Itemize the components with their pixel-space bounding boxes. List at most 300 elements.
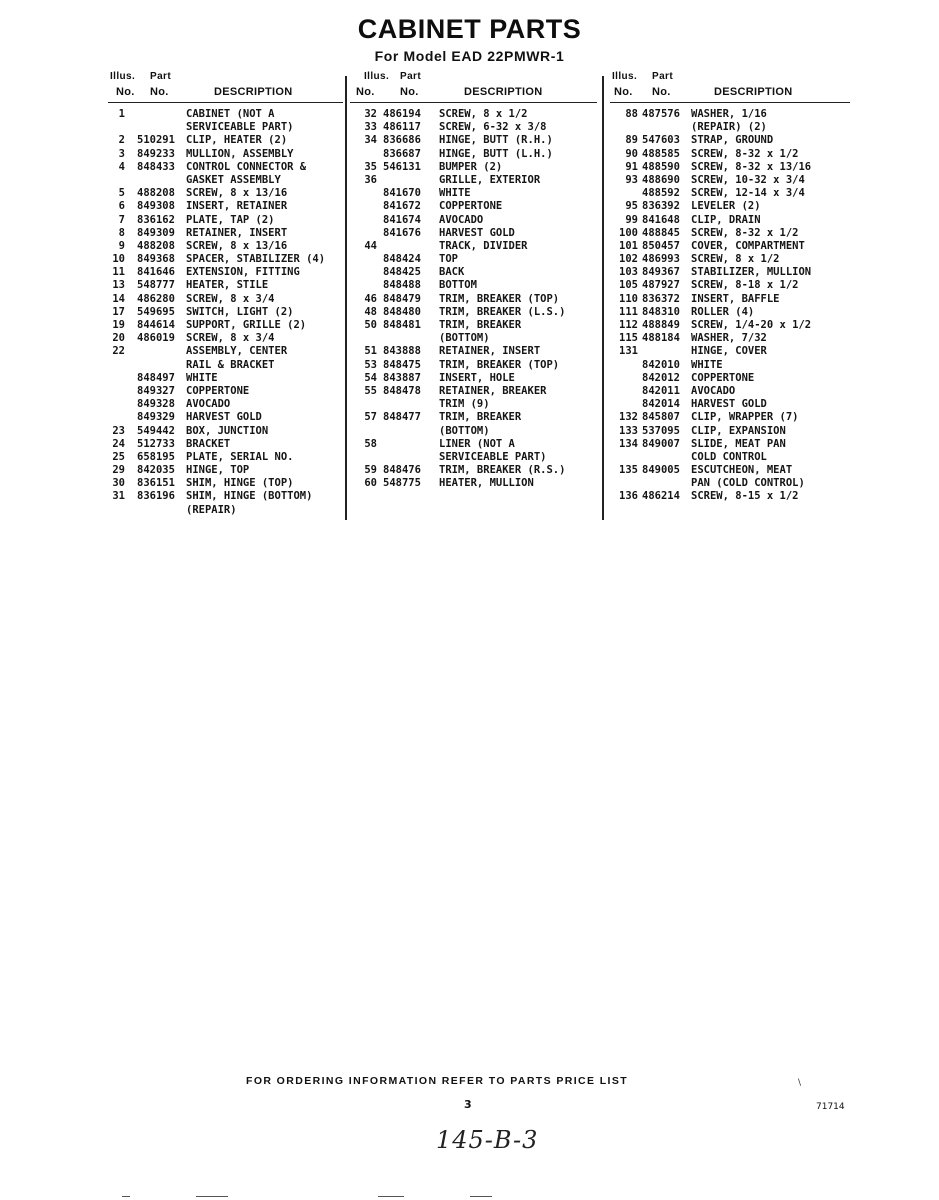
part-description: SCREW, 6-32 x 3/8 xyxy=(439,121,547,134)
part-number: 848310 xyxy=(642,305,680,318)
illus-number: 19 xyxy=(112,319,125,331)
header-part-no: No. xyxy=(652,86,671,98)
table-row xyxy=(610,359,850,372)
table-row xyxy=(350,293,597,306)
illus-number: 115 xyxy=(619,332,638,345)
table-row xyxy=(350,345,597,358)
illus-number: 13 xyxy=(112,279,125,292)
illus-number: 99 xyxy=(625,213,638,226)
header-part: Part xyxy=(150,71,172,82)
part-description: SCREW, 8 x 3/4 xyxy=(186,332,275,345)
illus-number: 22 xyxy=(112,345,125,358)
illus-number: 102 xyxy=(619,253,638,266)
part-number: 486993 xyxy=(642,253,680,266)
part-description: HINGE, BUTT (L.H.) xyxy=(439,147,553,160)
table-row xyxy=(610,214,850,227)
header-no: No. xyxy=(614,86,633,98)
part-description: SCREW, 8 x 13/16 xyxy=(186,239,288,252)
table-row xyxy=(610,174,850,187)
table-row xyxy=(108,134,343,147)
part-number: 842011 xyxy=(642,384,680,397)
part-description: WASHER, 7/32 xyxy=(691,332,767,345)
table-row xyxy=(610,332,850,345)
part-number: 842035 xyxy=(137,464,175,477)
part-description: WHITE xyxy=(691,358,723,371)
handwritten-note: 145-B-3 xyxy=(436,1126,539,1154)
illus-number: 134 xyxy=(619,437,638,450)
illus-number: 58 xyxy=(364,437,377,450)
table-row xyxy=(350,174,597,187)
column-header xyxy=(610,70,850,103)
illus-number: 89 xyxy=(625,134,638,147)
part-description: TRIM, BREAKER (TOP) xyxy=(439,358,560,371)
part-number: 487927 xyxy=(642,279,680,292)
illus-number: 5 xyxy=(118,187,125,200)
scan-artifact xyxy=(378,1196,404,1197)
header-illus: Illus. xyxy=(612,71,638,82)
part-number: 849367 xyxy=(642,266,680,279)
table-row xyxy=(108,411,343,424)
parts-column-2 xyxy=(350,70,597,490)
part-number: 549695 xyxy=(137,305,175,318)
table-row xyxy=(108,464,343,477)
part-description: EXTENSION, FITTING xyxy=(186,266,300,279)
table-row xyxy=(108,279,343,292)
part-description: SCREW, 8-18 x 1/2 xyxy=(691,279,799,292)
part-description: TRACK, DIVIDER xyxy=(439,239,528,252)
table-row xyxy=(350,108,597,121)
part-description: SCREW, 8 x 13/16 xyxy=(186,187,288,200)
table-row xyxy=(610,200,850,213)
table-row xyxy=(108,187,343,200)
ordering-footer: FOR ORDERING INFORMATION REFER TO PARTS PRICE LIST xyxy=(246,1075,629,1087)
part-number: 836687 xyxy=(383,147,421,160)
part-description: ROLLER (4) xyxy=(691,305,755,318)
header-part-no: No. xyxy=(150,86,169,98)
part-description: TRIM, BREAKER xyxy=(439,411,522,424)
part-description: COVER, COMPARTMENT xyxy=(691,239,805,252)
table-row xyxy=(108,398,343,411)
part-number: 658195 xyxy=(137,450,175,463)
part-number: 488849 xyxy=(642,319,680,331)
table-row xyxy=(610,477,850,490)
part-number: 488590 xyxy=(642,160,680,173)
illus-number: 53 xyxy=(364,358,377,371)
part-description: PLATE, SERIAL NO. xyxy=(186,450,294,463)
part-description: WHITE xyxy=(186,371,218,384)
part-description: SHIM, HINGE (BOTTOM) xyxy=(186,490,313,503)
part-number: 549442 xyxy=(137,424,175,437)
table-row xyxy=(108,319,343,332)
illus-number: 100 xyxy=(619,226,638,239)
table-row xyxy=(350,161,597,174)
table-row xyxy=(350,359,597,372)
table-row xyxy=(610,345,850,358)
illus-number: 24 xyxy=(112,437,125,450)
illus-number: 17 xyxy=(112,305,125,318)
part-description: SHIM, HINGE (TOP) xyxy=(186,477,294,490)
table-row xyxy=(350,266,597,279)
part-description: HINGE, COVER xyxy=(691,345,767,358)
parts-column-1 xyxy=(108,70,343,517)
header-description: DESCRIPTION xyxy=(714,86,793,98)
illus-number: 23 xyxy=(112,424,125,437)
column-header xyxy=(350,70,597,103)
part-number: 848433 xyxy=(137,160,175,173)
part-description: SCREW, 8-15 x 1/2 xyxy=(691,490,799,503)
illus-number: 95 xyxy=(625,200,638,213)
part-description: HINGE, TOP xyxy=(186,464,250,477)
page-number: 3 xyxy=(464,1098,472,1111)
part-description: TRIM, BREAKER (TOP) xyxy=(439,292,560,305)
illus-number: 29 xyxy=(112,464,125,477)
part-description: RETAINER, INSERT xyxy=(439,345,541,358)
scan-artifact xyxy=(122,1196,130,1197)
part-description: COPPERTONE xyxy=(439,200,503,213)
part-description: SCREW, 12-14 x 3/4 xyxy=(691,187,805,200)
table-row xyxy=(610,425,850,438)
column-divider xyxy=(602,76,604,520)
part-description: CLIP, HEATER (2) xyxy=(186,134,288,147)
part-number: 849007 xyxy=(642,437,680,450)
table-row xyxy=(108,332,343,345)
part-number: 844614 xyxy=(137,319,175,331)
column-header xyxy=(108,70,343,103)
illus-number: 103 xyxy=(619,266,638,279)
illus-number: 9 xyxy=(118,239,125,252)
table-row xyxy=(350,477,597,490)
table-row xyxy=(610,398,850,411)
table-row xyxy=(350,148,597,161)
part-description: INSERT, RETAINER xyxy=(186,200,288,213)
stray-mark: \ xyxy=(798,1078,802,1088)
part-description: SWITCH, LIGHT (2) xyxy=(186,305,294,318)
table-row xyxy=(350,438,597,451)
part-description: BRACKET xyxy=(186,437,231,450)
part-description: PAN (COLD CONTROL) xyxy=(691,477,805,490)
scan-artifact xyxy=(470,1196,492,1197)
illus-number: 33 xyxy=(364,121,377,134)
part-description: LEVELER (2) xyxy=(691,200,761,213)
table-row xyxy=(108,490,343,503)
illus-number: 32 xyxy=(364,108,377,120)
part-number: 842014 xyxy=(642,398,680,411)
illus-number: 50 xyxy=(364,319,377,331)
table-row xyxy=(350,464,597,477)
table-row xyxy=(610,253,850,266)
table-row xyxy=(610,266,850,279)
part-description: LINER (NOT A xyxy=(439,437,515,450)
table-row xyxy=(350,134,597,147)
part-number: 841646 xyxy=(137,266,175,279)
part-description: COPPERTONE xyxy=(691,371,755,384)
part-description: HARVEST GOLD xyxy=(186,411,262,424)
table-row xyxy=(610,187,850,200)
part-number: 486117 xyxy=(383,121,421,134)
illus-number: 10 xyxy=(112,253,125,266)
header-part: Part xyxy=(400,71,422,82)
part-number: 848479 xyxy=(383,292,421,305)
part-description: (REPAIR) (2) xyxy=(691,121,767,134)
part-number: 836392 xyxy=(642,200,680,213)
part-description: SLIDE, MEAT PAN xyxy=(691,437,786,450)
illus-number: 48 xyxy=(364,305,377,318)
table-row xyxy=(610,319,850,332)
part-number: 488690 xyxy=(642,173,680,186)
illus-number: 112 xyxy=(619,319,638,331)
illus-number: 34 xyxy=(364,134,377,147)
illus-number: 36 xyxy=(364,173,377,186)
part-description: TRIM, BREAKER (R.S.) xyxy=(439,464,566,477)
illus-number: 54 xyxy=(364,371,377,384)
illus-number: 88 xyxy=(625,108,638,120)
illus-number: 60 xyxy=(364,477,377,490)
table-row xyxy=(610,227,850,240)
table-row xyxy=(610,451,850,464)
table-row xyxy=(108,477,343,490)
illus-number: 25 xyxy=(112,450,125,463)
table-row xyxy=(610,240,850,253)
part-description: SCREW, 8 x 1/2 xyxy=(691,253,780,266)
part-description: BOTTOM xyxy=(439,279,477,292)
table-row xyxy=(350,187,597,200)
table-row xyxy=(350,385,597,398)
header-no: No. xyxy=(116,86,135,98)
scan-artifact xyxy=(196,1196,228,1197)
part-number: 488208 xyxy=(137,239,175,252)
part-number: 848478 xyxy=(383,384,421,397)
part-description: ASSEMBLY, CENTER xyxy=(186,345,288,358)
table-row xyxy=(108,425,343,438)
part-number: 488184 xyxy=(642,332,680,345)
illus-number: 51 xyxy=(364,345,377,358)
part-description: CLIP, WRAPPER (7) xyxy=(691,411,799,424)
table-row xyxy=(108,200,343,213)
part-number: 848475 xyxy=(383,358,421,371)
part-description: MULLION, ASSEMBLY xyxy=(186,147,294,160)
part-description: PLATE, TAP (2) xyxy=(186,213,275,226)
part-description: HEATER, MULLION xyxy=(439,477,534,490)
header-description: DESCRIPTION xyxy=(464,86,543,98)
part-description: SCREW, 8 x 3/4 xyxy=(186,292,275,305)
parts-rows xyxy=(350,108,597,490)
table-row xyxy=(610,134,850,147)
part-number: 841648 xyxy=(642,213,680,226)
part-number: 848477 xyxy=(383,411,421,424)
part-description: RAIL & BRACKET xyxy=(186,358,275,371)
table-row xyxy=(350,306,597,319)
part-number: 836372 xyxy=(642,292,680,305)
table-row xyxy=(108,438,343,451)
table-row xyxy=(108,214,343,227)
part-description: SCREW, 8-32 x 1/2 xyxy=(691,226,799,239)
part-description: SCREW, 8 x 1/2 xyxy=(439,108,528,120)
table-row xyxy=(350,121,597,134)
part-description: BACK xyxy=(439,266,465,279)
part-number: 836151 xyxy=(137,477,175,490)
part-description: AVOCADO xyxy=(691,384,736,397)
part-number: 849327 xyxy=(137,384,175,397)
illus-number: 30 xyxy=(112,477,125,490)
part-number: 843888 xyxy=(383,345,421,358)
part-description: BOX, JUNCTION xyxy=(186,424,269,437)
table-row xyxy=(350,332,597,345)
illus-number: 31 xyxy=(112,490,125,503)
part-description: (BOTTOM) xyxy=(439,424,490,437)
part-description: SCREW, 10-32 x 3/4 xyxy=(691,173,805,186)
table-row xyxy=(350,411,597,424)
table-row xyxy=(108,266,343,279)
table-row xyxy=(108,504,343,517)
part-description: STRAP, GROUND xyxy=(691,134,774,147)
illus-number: 2 xyxy=(118,134,125,147)
illus-number: 111 xyxy=(619,305,638,318)
illus-number: 93 xyxy=(625,173,638,186)
part-description: CLIP, EXPANSION xyxy=(691,424,786,437)
part-number: 843887 xyxy=(383,371,421,384)
table-row xyxy=(610,385,850,398)
table-row xyxy=(610,121,850,134)
table-row xyxy=(350,240,597,253)
table-row xyxy=(108,385,343,398)
part-description: GASKET ASSEMBLY xyxy=(186,173,281,186)
illus-number: 4 xyxy=(118,160,125,173)
table-row xyxy=(350,279,597,292)
part-description: TOP xyxy=(439,253,458,266)
part-number: 841670 xyxy=(383,187,421,200)
illus-number: 90 xyxy=(625,147,638,160)
part-description: TRIM (9) xyxy=(439,398,490,411)
part-number: 848481 xyxy=(383,319,421,331)
part-description: WASHER, 1/16 xyxy=(691,108,767,120)
part-number: 849368 xyxy=(137,253,175,266)
part-number: 548777 xyxy=(137,279,175,292)
part-description: SPACER, STABILIZER (4) xyxy=(186,253,326,266)
header-part: Part xyxy=(652,71,674,82)
part-number: 486280 xyxy=(137,292,175,305)
table-row xyxy=(108,293,343,306)
part-number: 488585 xyxy=(642,147,680,160)
illus-number: 132 xyxy=(619,411,638,424)
part-description: RETAINER, INSERT xyxy=(186,226,288,239)
table-row xyxy=(108,108,343,121)
table-row xyxy=(108,253,343,266)
illus-number: 133 xyxy=(619,424,638,437)
part-number: 548775 xyxy=(383,477,421,490)
part-description: (BOTTOM) xyxy=(439,332,490,345)
table-row xyxy=(610,161,850,174)
part-number: 488208 xyxy=(137,187,175,200)
header-no: No. xyxy=(356,86,375,98)
part-number: 841676 xyxy=(383,226,421,239)
part-description: ESCUTCHEON, MEAT xyxy=(691,464,793,477)
part-description: CLIP, DRAIN xyxy=(691,213,761,226)
header-illus: Illus. xyxy=(364,71,390,82)
part-number: 488845 xyxy=(642,226,680,239)
part-number: 836162 xyxy=(137,213,175,226)
model-subtitle: For Model EAD 22PMWR-1 xyxy=(374,48,565,64)
part-description: SCREW, 1/4-20 x 1/2 xyxy=(691,319,812,331)
part-description: AVOCADO xyxy=(186,398,231,411)
part-description: AVOCADO xyxy=(439,213,484,226)
part-number: 848424 xyxy=(383,253,421,266)
table-row xyxy=(108,227,343,240)
part-description: HEATER, STILE xyxy=(186,279,269,292)
part-description: (REPAIR) xyxy=(186,503,237,516)
part-description: COLD CONTROL xyxy=(691,450,767,463)
part-description: RETAINER, BREAKER xyxy=(439,384,547,397)
part-number: 487576 xyxy=(642,108,680,120)
document-code: 71714 xyxy=(816,1102,845,1112)
part-number: 842010 xyxy=(642,358,680,371)
part-number: 849005 xyxy=(642,464,680,477)
part-number: 836196 xyxy=(137,490,175,503)
parts-rows xyxy=(108,108,343,517)
table-row xyxy=(108,161,343,174)
illus-number: 46 xyxy=(364,292,377,305)
table-row xyxy=(108,174,343,187)
part-description: SERVICEABLE PART) xyxy=(439,450,547,463)
part-number: 537095 xyxy=(642,424,680,437)
part-description: TRIM, BREAKER xyxy=(439,319,522,331)
part-number: 841672 xyxy=(383,200,421,213)
table-row xyxy=(108,148,343,161)
part-description: HINGE, BUTT (R.H.) xyxy=(439,134,553,147)
illus-number: 136 xyxy=(619,490,638,503)
illus-number: 6 xyxy=(118,200,125,213)
illus-number: 7 xyxy=(118,213,125,226)
table-row xyxy=(610,108,850,121)
part-description: SCREW, 8-32 x 1/2 xyxy=(691,147,799,160)
table-row xyxy=(350,214,597,227)
table-row xyxy=(108,359,343,372)
part-description: SCREW, 8-32 x 13/16 xyxy=(691,160,812,173)
table-row xyxy=(350,451,597,464)
table-row xyxy=(610,279,850,292)
illus-number: 35 xyxy=(364,160,377,173)
part-number: 850457 xyxy=(642,239,680,252)
column-divider xyxy=(345,76,347,520)
part-description: CABINET (NOT A xyxy=(186,108,275,120)
table-row xyxy=(610,438,850,451)
table-row xyxy=(108,345,343,358)
part-description: INSERT, HOLE xyxy=(439,371,515,384)
part-number: 488592 xyxy=(642,187,680,200)
illus-number: 20 xyxy=(112,332,125,345)
illus-number: 105 xyxy=(619,279,638,292)
table-row xyxy=(108,240,343,253)
table-row xyxy=(108,451,343,464)
parts-column-3 xyxy=(610,70,850,504)
part-number: 486214 xyxy=(642,490,680,503)
part-number: 836686 xyxy=(383,134,421,147)
part-number: 849329 xyxy=(137,411,175,424)
illus-number: 11 xyxy=(112,266,125,279)
page-title: CABINET PARTS xyxy=(357,14,582,44)
part-number: 848480 xyxy=(383,305,421,318)
table-row xyxy=(350,227,597,240)
part-description: COPPERTONE xyxy=(186,384,250,397)
table-row xyxy=(610,306,850,319)
illus-number: 8 xyxy=(118,226,125,239)
part-description: SUPPORT, GRILLE (2) xyxy=(186,319,307,331)
part-number: 841674 xyxy=(383,213,421,226)
illus-number: 57 xyxy=(364,411,377,424)
part-number: 848425 xyxy=(383,266,421,279)
illus-number: 3 xyxy=(118,147,125,160)
part-number: 848476 xyxy=(383,464,421,477)
part-description: WHITE xyxy=(439,187,471,200)
